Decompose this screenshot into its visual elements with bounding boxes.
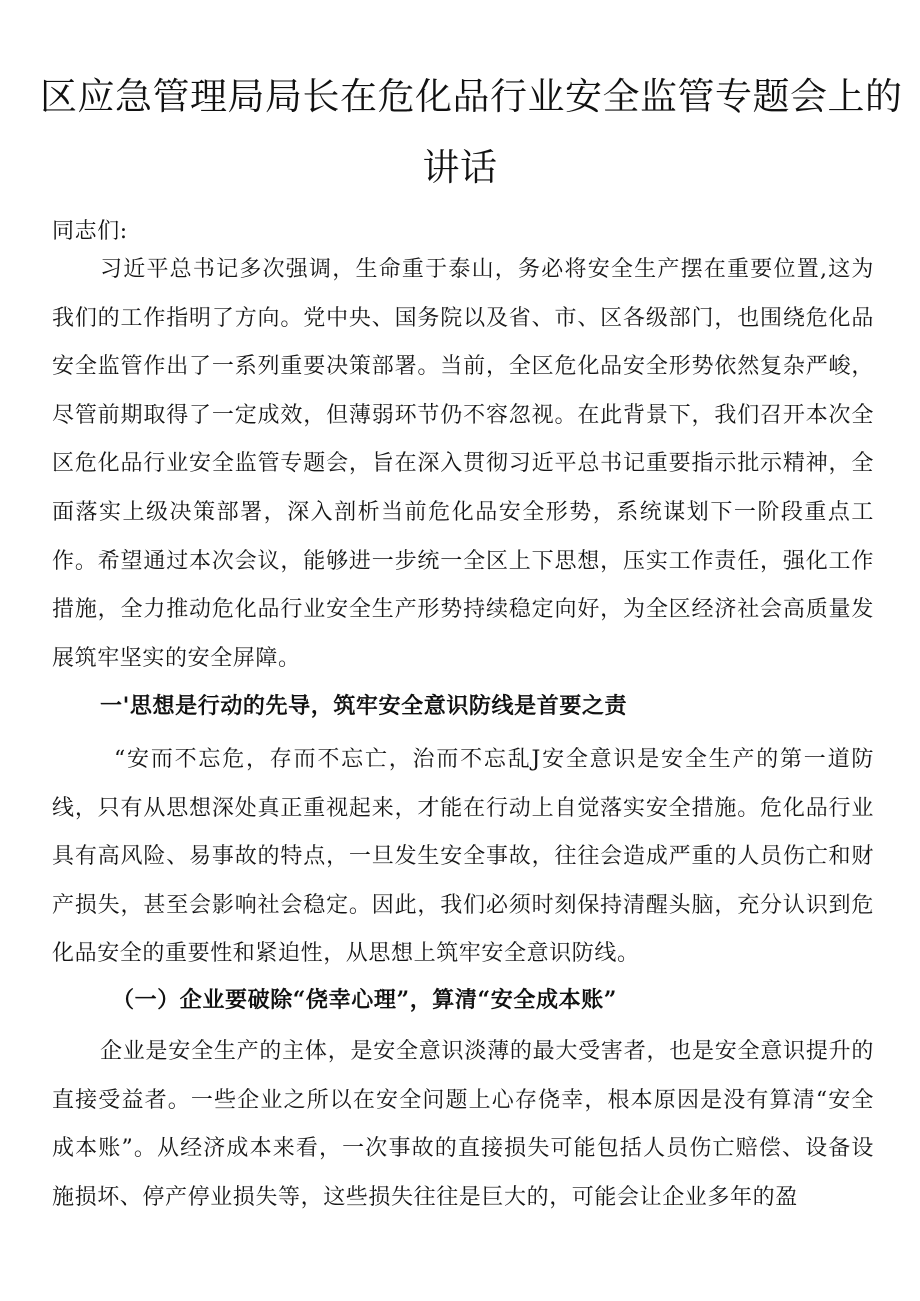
- paragraph-intro: 习近平总书记多次强调，生命重于泰山，务必将安全生产摆在重要位置,这为我们的工作指明了方向。党中央、国务院以及省、市、区各级部门，也围绕危化品安全监管作出了一系列重要决策部署。当前，全区危化品安全形势依然复杂严峻，尽管前期取得了一定成效，但薄弱环节仍不容忽视。在此背景下，我们召开本次全区危化品行业安全监管专题会，旨在深入贯彻习近平总书记重要指示批示精神，全面落实上级决策部署，深入剖析当前危化品安全形势，系统谋划下一阶段重点工作。希望通过本次会议，能够进一步统一全区上下思想，压实工作责任，强化工作措施，全力推动危化品行业安全生产形势持续稳定向好，为全区经济社会高质量发展筑牢坚实的安全屏障。: [52, 257, 874, 671]
- paragraph-section-1: “安而不忘危，存而不忘亡，治而不忘乱J安全意识是安全生产的第一道防线，只有从思想深处真正重视起来，才能在行动上自觉落实安全措施。危化品行业具有高风险、易事故的特点，一旦发生安全事故，往往会造成严重的人员伤亡和财产损失，甚至会影响社会稳定。因此，我们必须时刻保持清醒头脑，充分认识到危化品安全的重要性和紧迫性，从思想上筑牢安全意识防线。: [52, 747, 874, 967]
- paragraph-subsection-1: 企业是安全生产的主体，是安全意识淡薄的最大受害者，也是安全意识提升的直接受益者。一些企业之所以在安全问题上心存侥幸，根本原因是没有算清“安全成本账”。从经济成本来看，一次事故的直接损失可能包括人员伤亡赔偿、设备设施损坏、停产停业损失等，这些损失往往是巨大的，可能会让企业多年的盈: [52, 1039, 874, 1210]
- document-title-line-1: 区应急管理局局长在危化品行业安全监管专题会上的: [40, 75, 903, 118]
- greeting: 同志们:: [52, 219, 128, 244]
- subsection-heading-1: （一）企业要破除“侥幸心理”，算清“安全成本账”: [112, 987, 618, 1013]
- section-heading-1: 一'思想是行动的先导，筑牢安全意识防线是首要之责: [100, 693, 628, 719]
- document-title-line-2: 讲话: [422, 146, 498, 189]
